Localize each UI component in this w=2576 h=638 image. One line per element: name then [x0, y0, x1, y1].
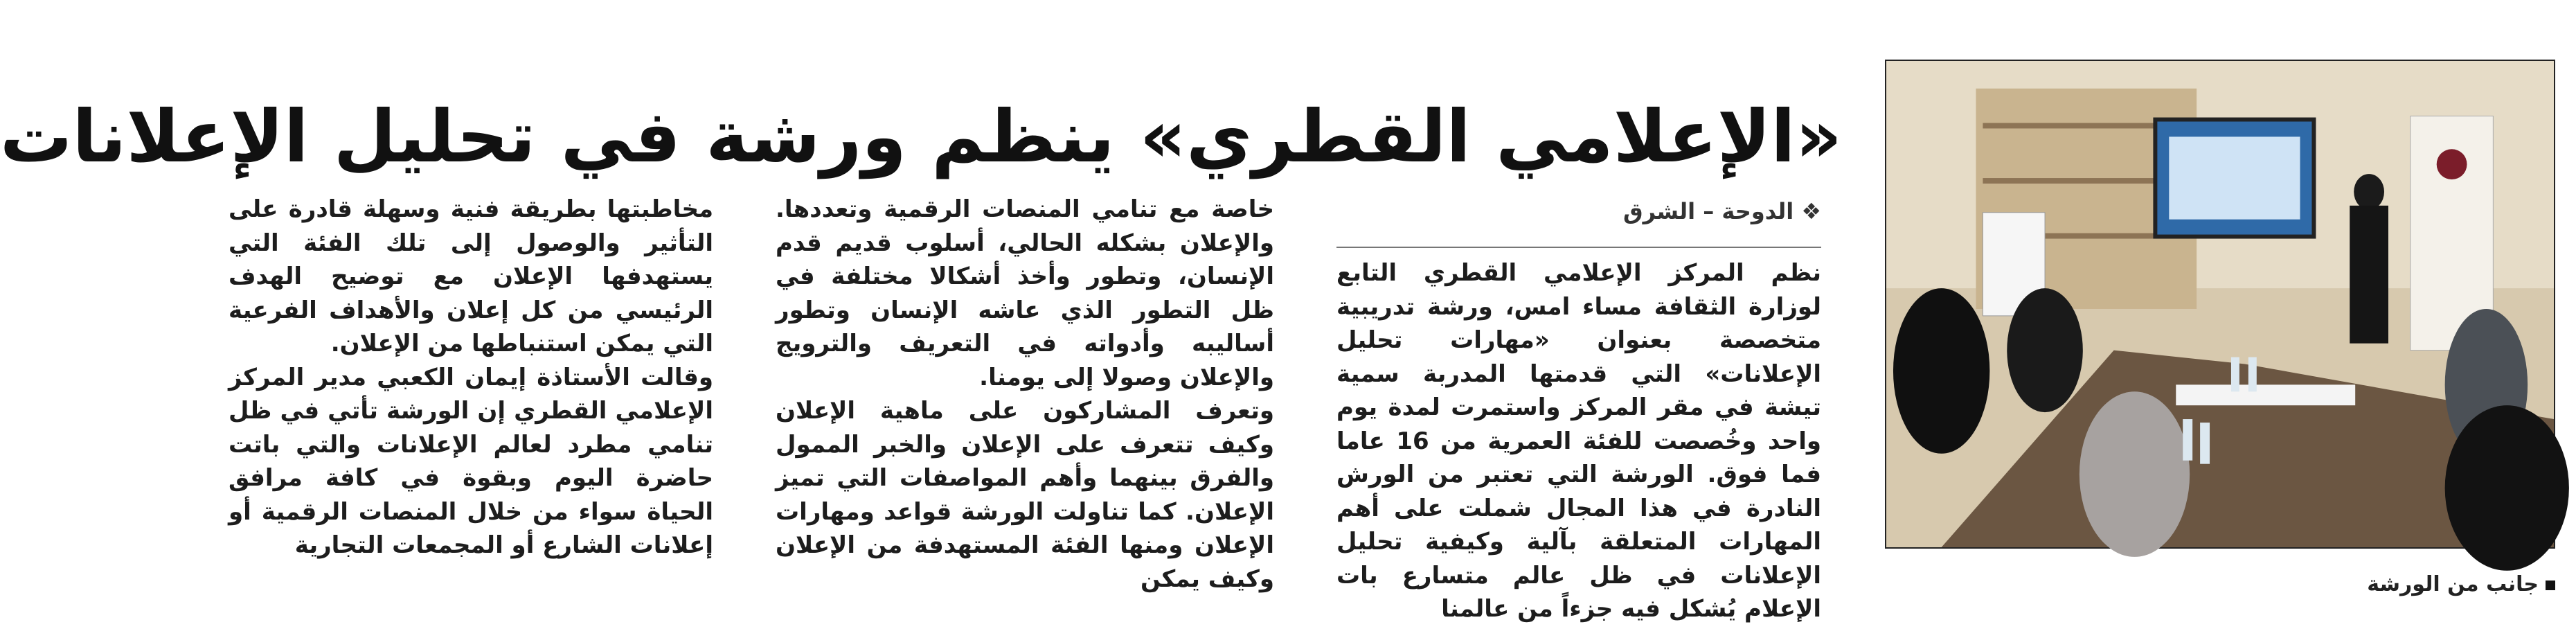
- column-1-paragraph-1: نظم المركز الإعلامي القطري التابع لوزارة الثقافة مساء امس، ورشة تدريبية متخصصة بعنوان «مهارات تحليل الإعلانات» التي قدمتها المدربة سمية تيشة في مقر المركز واستمرت لمدة يوم واحد وخُصصت للفئة العمرية من 16 عاما فما فوق. الورشة التي تعتبر من الورش النادرة في هذا المجال شملت على أهم المهارات المتعلقة بآلية وكيفية تحليل الإعلانات في ظل عالم متسارع بات الإعلام يُشكل فيه جزءاً من عالمنا: [1336, 259, 1821, 623]
- photo-caption: [2367, 572, 2555, 596]
- column-2-paragraph-2: وتعرف المشاركون على ماهية الإعلان وكيف تتعرف على الإعلان والخبر الممول والفرق بينهما وأهم المواصفات التي تميز الإعلان. كما تناولت الورشة قواعد ومهارات الإعلان ومنها الفئة المستهدفة من الإعلان وكيف يمكن: [776, 397, 1274, 593]
- column-3-paragraph-1: مخاطبتها بطريقة فنية وسهلة قادرة على التأثير والوصول إلى تلك الفئة التي يستهدفها الإعلان مع توضيح الهدف الرئيسي من كل إعلان والأهداف الفرعية التي يمكن استنباطها من الإعلان.: [229, 195, 713, 357]
- article-column-3: [229, 193, 713, 617]
- article-photo: [1885, 60, 2555, 549]
- column-2-paragraph-1: خاصة مع تنامي المنصات الرقمية وتعددها. والإعلان بشكله الحالي، أسلوب قديم قدم الإنسان، وتطور وأخذ أشكالا مختلفة في ظل التطور الذي عاشه الإنسان وتطور أساليبه وأدواته في التعريف والترويج والإعلان وصولا إلى يومنا.: [776, 195, 1274, 391]
- article-headline: «الإعلامي القطري» ينظم ورشة في تحليل الإعلانات: [0, 94, 1842, 179]
- article-dateline: ❖ الدوحة – الشرق: [1623, 198, 1821, 224]
- article-column-2: [776, 193, 1274, 617]
- photo-caption-text: جانب من الورشة: [2367, 572, 2539, 596]
- workshop-photo-illustration: [1886, 61, 2554, 547]
- dateline-divider: [1336, 247, 1821, 248]
- article-column-1: [1336, 256, 1821, 623]
- column-3-paragraph-2: وقالت الأستاذة إيمان الكعبي مدير المركز الإعلامي القطري إن الورشة تأتي في ظل تنامي مطرد لعالم الإعلانات والتي باتت حاضرة اليوم وبقوة في كافة مرافق الحياة سواء من خلال المنصات الرقمية أو إعلانات الشارع أو المجمعات التجارية: [229, 363, 713, 559]
- caption-bullet-icon: [2546, 581, 2555, 590]
